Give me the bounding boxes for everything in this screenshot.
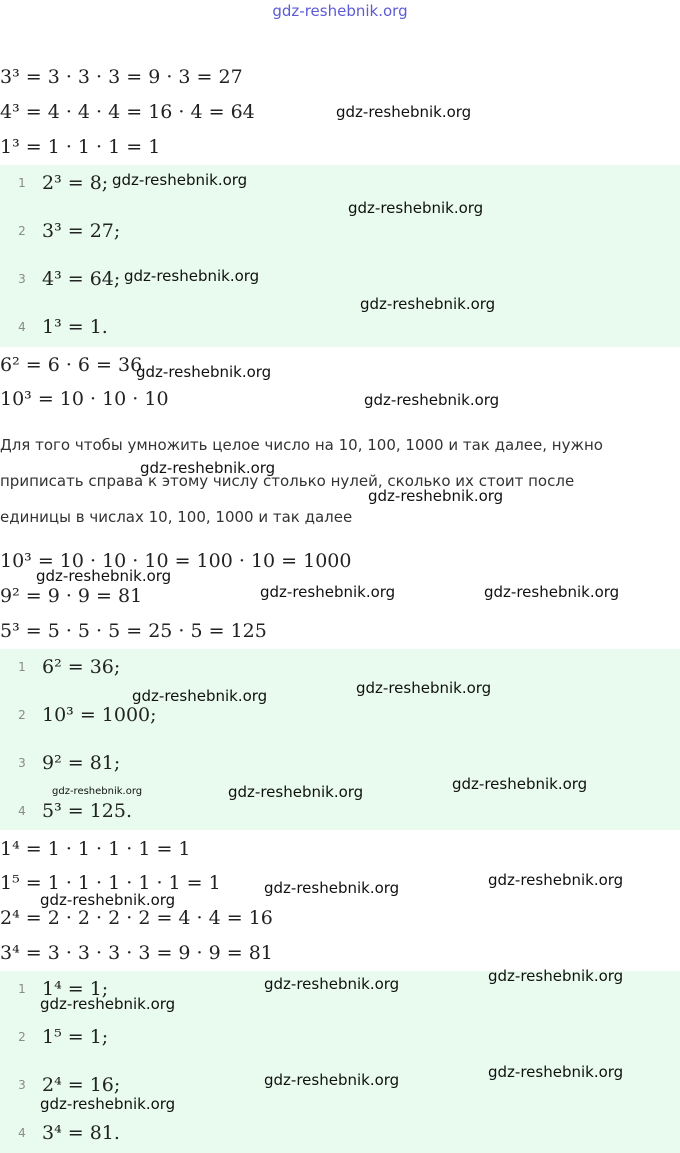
watermark: gdz-reshebnik.org xyxy=(40,891,176,909)
equation-line: 10³ = 10 · 10 · 10 xyxy=(0,388,169,410)
watermark: gdz-reshebnik.org xyxy=(348,199,484,217)
watermark: gdz-reshebnik.org xyxy=(264,1071,400,1089)
watermark: gdz-reshebnik.org xyxy=(140,459,276,477)
item-number: 2 xyxy=(18,1030,26,1044)
watermark: gdz-reshebnik.org xyxy=(260,583,396,601)
watermark: gdz-reshebnik.org xyxy=(136,363,272,381)
item-number: 2 xyxy=(18,224,26,238)
equation-line: 1⁵ = 1 · 1 · 1 · 1 · 1 = 1 xyxy=(0,872,221,894)
item-number: 4 xyxy=(18,1126,26,1140)
watermark: gdz-reshebnik.org xyxy=(40,995,176,1013)
item-number: 3 xyxy=(18,1078,26,1092)
watermark: gdz-reshebnik.org xyxy=(40,1095,176,1113)
item-expression: 1⁴ = 1; xyxy=(42,978,109,1000)
watermark: gdz-reshebnik.org xyxy=(264,975,400,993)
equation-line: 4³ = 4 · 4 · 4 = 16 · 4 = 64 xyxy=(0,101,255,123)
watermark: gdz-reshebnik.org xyxy=(228,783,364,801)
item-expression: 3³ = 27; xyxy=(42,220,121,242)
equation-line: 5³ = 5 · 5 · 5 = 25 · 5 = 125 xyxy=(0,620,267,642)
answer-block-2 xyxy=(0,649,680,830)
equation-line: 3³ = 3 · 3 · 3 = 9 · 3 = 27 xyxy=(0,66,243,88)
header-watermark: gdz-reshebnik.org xyxy=(272,2,408,20)
watermark: gdz-reshebnik.org xyxy=(488,1063,624,1081)
item-number: 1 xyxy=(18,982,26,996)
item-expression: 1⁵ = 1; xyxy=(42,1026,109,1048)
watermark: gdz-reshebnik.org xyxy=(112,171,248,189)
watermark: gdz-reshebnik.org xyxy=(264,879,400,897)
equation-line: 3⁴ = 3 · 3 · 3 · 3 = 9 · 9 = 81 xyxy=(0,942,273,964)
item-number: 2 xyxy=(18,708,26,722)
answer-block-1 xyxy=(0,165,680,347)
equation-line: 9² = 9 · 9 = 81 xyxy=(0,585,143,607)
item-expression: 9² = 81; xyxy=(42,752,121,774)
item-number: 1 xyxy=(18,660,26,674)
watermark: gdz-reshebnik.org xyxy=(356,679,492,697)
item-number: 3 xyxy=(18,756,26,770)
item-number: 1 xyxy=(18,176,26,190)
equation-line: 2⁴ = 2 · 2 · 2 · 2 = 4 · 4 = 16 xyxy=(0,907,273,929)
watermark: gdz-reshebnik.org xyxy=(488,871,624,889)
item-number: 3 xyxy=(18,272,26,286)
item-expression: 4³ = 64; xyxy=(42,268,121,290)
watermark: gdz-reshebnik.org xyxy=(360,295,496,313)
paragraph-line: единицы в числах 10, 100, 1000 и так далее xyxy=(0,508,353,526)
equation-line: 6² = 6 · 6 = 36 xyxy=(0,354,143,376)
watermark: gdz-reshebnik.org xyxy=(364,391,500,409)
watermark: gdz-reshebnik.org xyxy=(336,103,472,121)
item-number: 4 xyxy=(18,320,26,334)
watermark: gdz-reshebnik.org xyxy=(52,786,143,797)
item-number: 4 xyxy=(18,804,26,818)
item-expression: 2⁴ = 16; xyxy=(42,1074,121,1096)
item-expression: 10³ = 1000; xyxy=(42,704,157,726)
item-expression: 3⁴ = 81. xyxy=(42,1122,120,1144)
watermark: gdz-reshebnik.org xyxy=(36,567,172,585)
item-expression: 6² = 36; xyxy=(42,656,121,678)
watermark: gdz-reshebnik.org xyxy=(488,967,624,985)
item-expression: 2³ = 8; xyxy=(42,172,109,194)
watermark: gdz-reshebnik.org xyxy=(452,775,588,793)
paragraph-line: Для того чтобы умножить целое число на 10, 100, 1000 и так далее, нужно xyxy=(0,436,603,454)
watermark: gdz-reshebnik.org xyxy=(484,583,620,601)
equation-line: 10³ = 10 · 10 · 10 = 100 · 10 = 1000 xyxy=(0,550,352,572)
watermark: gdz-reshebnik.org xyxy=(124,267,260,285)
item-expression: 1³ = 1. xyxy=(42,316,108,338)
watermark: gdz-reshebnik.org xyxy=(132,687,268,705)
watermark: gdz-reshebnik.org xyxy=(368,487,504,505)
paragraph-line: приписать справа к этому числу столько нулей, сколько их стоит после xyxy=(0,472,575,490)
item-expression: 5³ = 125. xyxy=(42,800,133,822)
equation-line: 1⁴ = 1 · 1 · 1 · 1 = 1 xyxy=(0,838,191,860)
equation-line: 1³ = 1 · 1 · 1 = 1 xyxy=(0,136,161,158)
